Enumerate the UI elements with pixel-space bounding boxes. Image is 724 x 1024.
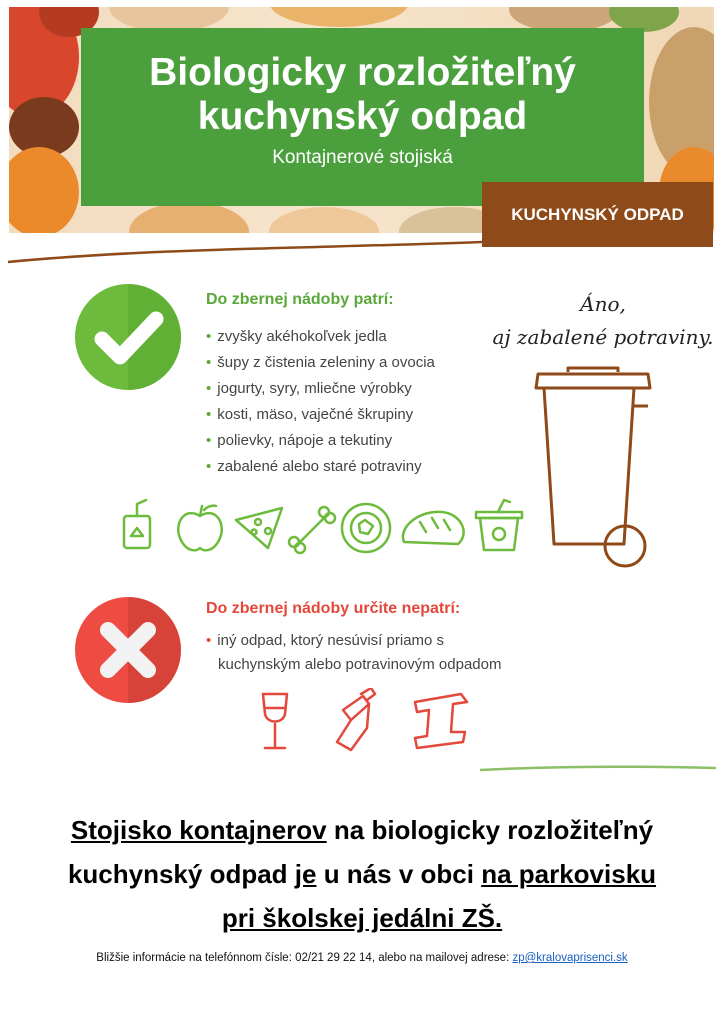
metal-beam-icon [415, 694, 467, 748]
announcement-line-2: kuchynský odpad je u nás v obci na parkovisku [67, 859, 657, 889]
allowed-heading: Do zbernej nádoby patrí: [206, 291, 394, 308]
subtitle: Kontajnerové stojiská [272, 147, 453, 168]
title-line-1: Biologicky rozložiteľný [149, 51, 576, 94]
list-item: • zabalené alebo staré potraviny [206, 458, 422, 475]
title-line-2: kuchynský odpad [197, 95, 528, 138]
yogurt-icon [476, 500, 522, 550]
plate-icon [342, 504, 390, 552]
allowed-list [206, 324, 435, 480]
cross-icon [74, 596, 182, 704]
list-item: • iný odpad, ktorý nesúvisí priamo s kuchynským alebo potravinovým odpadom [206, 629, 606, 677]
wine-glass-icon [263, 694, 287, 748]
email-link[interactable]: zp@kralovaprisenci.sk [512, 952, 628, 964]
announcement-line-1: Stojisko kontajnerov na biologicky rozložiteľný [70, 815, 654, 845]
waste-bin-icon [528, 366, 658, 572]
food-icons-row [118, 498, 528, 558]
handwritten-note [488, 288, 718, 354]
list-item: • zvyšky akéhokoľvek jedla [206, 328, 387, 345]
check-icon [74, 283, 182, 391]
forbidden-item-line-2: kuchynským alebo potravinovým odpadom [218, 656, 502, 673]
forbidden-list [206, 629, 606, 677]
plastic-bottle-icon [337, 688, 375, 750]
forbidden-heading: Do zbernej nádoby určite nepatrí: [206, 600, 461, 617]
apple-icon [178, 506, 222, 551]
announcement [20, 808, 704, 940]
announcement-line-3: pri školskej jedálni ZŠ. [221, 903, 503, 933]
contact-text: Bližšie informácie na telefónnom čísle: 02/21 29 22 14, alebo na mailovej adrese: [96, 952, 513, 964]
tea-bag-icon [124, 500, 150, 548]
bone-icon [289, 507, 335, 553]
forbidden-icons-row [255, 688, 475, 754]
pizza-icon [236, 508, 282, 548]
forbidden-item-line-1: iný odpad, ktorý nesúvisí priamo s [217, 632, 445, 649]
list-item: • polievky, nápoje a tekutiny [206, 432, 393, 449]
category-label: KUCHYNSKÝ ODPAD [511, 204, 684, 224]
list-item: • kosti, mäso, vaječné škrupiny [206, 406, 414, 423]
list-item: • jogurty, syry, mliečne výrobky [206, 380, 412, 397]
bread-icon [403, 512, 464, 544]
note-line-1: Áno, [580, 292, 626, 316]
contact-info [0, 952, 724, 964]
note-line-2: aj zabalené potraviny. [492, 325, 714, 349]
list-item: • šupy z čistenia zeleniny a ovocia [206, 354, 435, 371]
